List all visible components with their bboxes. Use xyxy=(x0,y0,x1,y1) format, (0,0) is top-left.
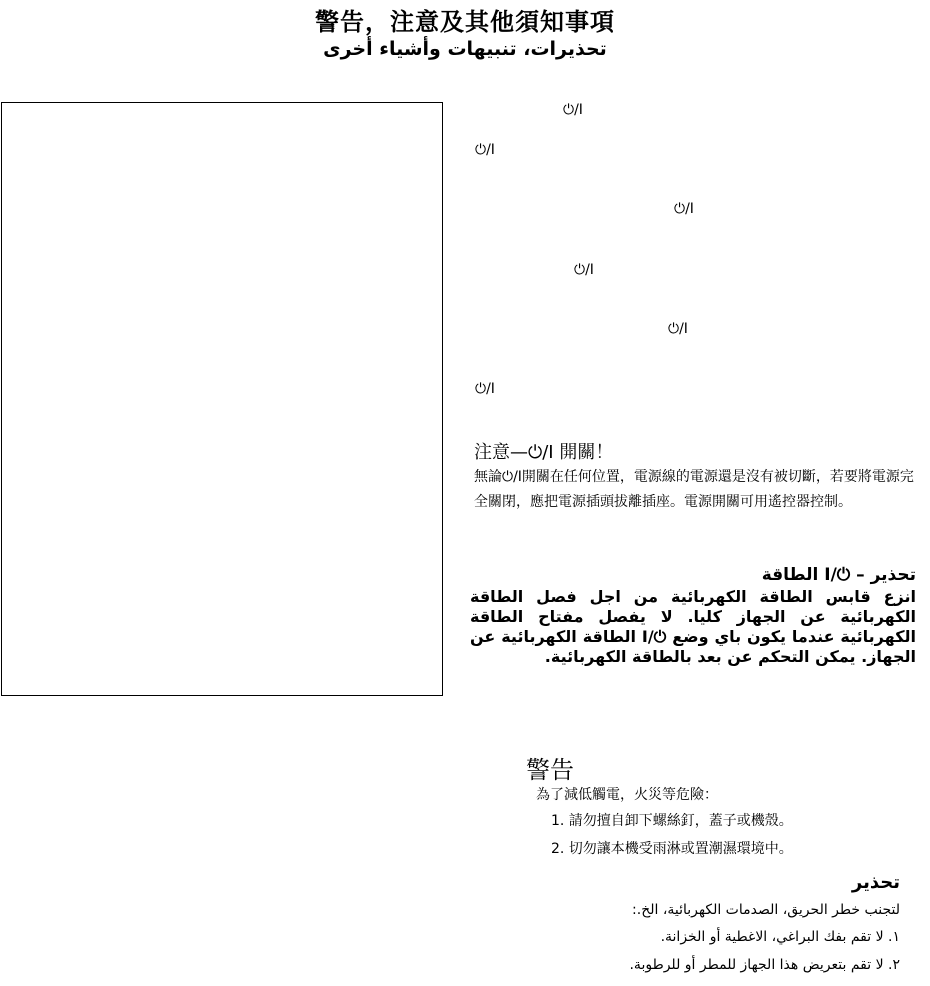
arabic-caution-body: انزع قابس الطاقة الكهربائية من اجل فصل الطاقة الكهربائية عن الجهاز كليا. لا يفصل مفتاح الطاقة الكهربائية عندما يكون باي وضع ⏻/I الطاقة الكهربائية عن الجهاز. يمكن التحكم عن بعد بالطاقة الكهربائية. xyxy=(470,587,916,666)
arabic-caution-heading: تحذير – ⏻/I الطاقة xyxy=(761,565,916,585)
power-symbol-2: ⏻/I xyxy=(475,142,495,158)
arabic-warning-heading: تحذير xyxy=(851,872,900,893)
power-symbol-5: ⏻/I xyxy=(668,321,688,337)
page-subtitle-arabic: تحذيرات، تنبيهات وأشياء أخرى xyxy=(323,38,607,60)
arabic-warning-intro: لتجنب خطر الحريق، الصدمات الكهربائية، الخ.: xyxy=(632,902,900,918)
arabic-warning-item-2: ٢. لا تقم بتعريض هذا الجهاز للمطر أو للرطوبة. xyxy=(629,957,900,973)
power-symbol-4: ⏻/I xyxy=(574,262,594,278)
warning-intro: 為了減低觸電，火災等危險： xyxy=(536,787,718,803)
blank-frame xyxy=(1,102,443,696)
page-title: 警告，注意及其他須知事項 xyxy=(315,8,615,36)
power-symbol-6: ⏻/I xyxy=(475,381,495,397)
caution-heading: 注意—⏻/I 開關！ xyxy=(474,442,614,463)
arabic-warning-item-1: ١. لا تقم بفك البراغي، الاغطية أو الخزانة. xyxy=(660,929,900,945)
power-symbol-1: ⏻/I xyxy=(563,102,583,118)
caution-body: 無論⏻/I開關在任何位置，電源線的電源還是沒有被切斷，若要將電源完全關閉，應把電源插頭拔離插座。電源開關可用遙控器控制。 xyxy=(474,469,914,510)
warning-heading: 警告 xyxy=(526,756,574,784)
warning-item-2: 2. 切勿讓本機受雨淋或置潮濕環境中。 xyxy=(551,841,793,857)
warning-item-1: 1. 請勿擅自卸下螺絲釘，蓋子或機殼。 xyxy=(551,813,793,829)
power-symbol-3: ⏻/I xyxy=(674,201,694,217)
